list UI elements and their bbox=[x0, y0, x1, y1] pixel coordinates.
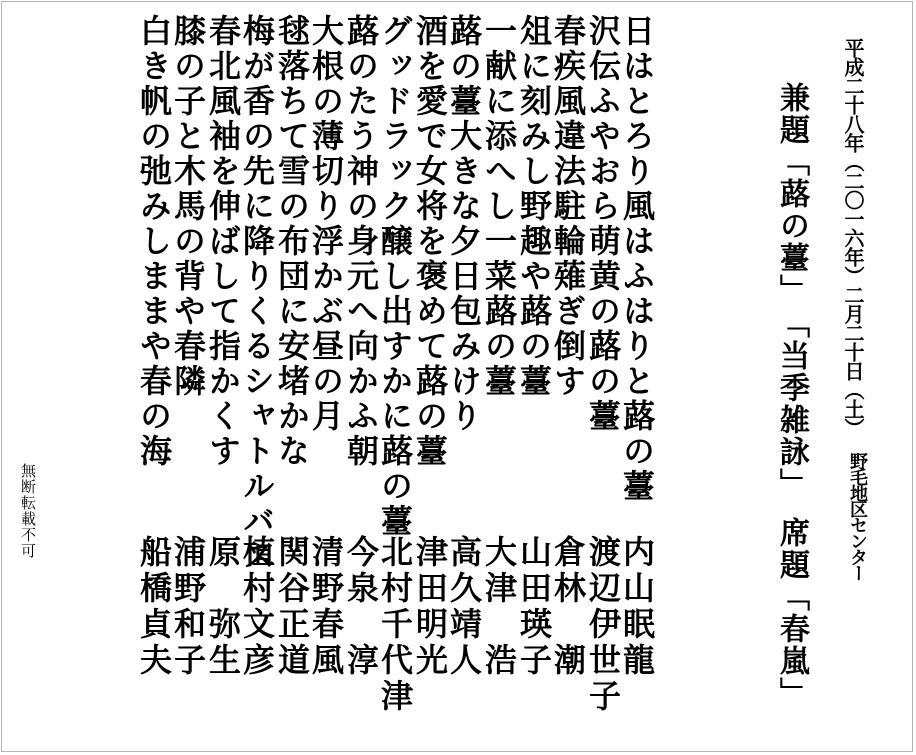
haiku-10: 大根の薄切り浮かぶ昼の月 bbox=[307, 14, 345, 434]
author-5: 大津 浩 bbox=[480, 535, 518, 679]
haiku-11: 毬落ちて雪の布団に安堵かな bbox=[273, 14, 311, 469]
author-4: 山田瑛子 bbox=[515, 535, 553, 679]
author-13: 原 弥生 bbox=[204, 535, 242, 679]
meeting-themes: 兼題「蕗の薹」 「当季雑詠」 席題「春嵐」 bbox=[774, 82, 809, 709]
author-14: 浦野和子 bbox=[169, 535, 207, 679]
author-1: 内山眠龍 bbox=[618, 535, 656, 679]
haiku-4: 俎に刻みし野趣や蕗の薹 bbox=[515, 14, 553, 399]
author-9: 今泉 淳 bbox=[342, 535, 380, 679]
haiku-13: 春北風袖を伸ばして指かくす bbox=[204, 14, 242, 469]
author-7: 津田明光 bbox=[411, 535, 449, 679]
author-2: 渡辺伊世子 bbox=[584, 535, 622, 715]
author-12: 植村文彦 bbox=[238, 535, 276, 679]
haiku-12: 梅が香の先に降りくるシャトルバス bbox=[238, 14, 276, 574]
author-10: 清野春風 bbox=[307, 535, 345, 679]
haiku-5: 一献に添へし一菜蕗の薹 bbox=[480, 14, 518, 399]
meeting-venue: 野毛地区センター bbox=[847, 452, 868, 580]
author-8: 北村千代津 bbox=[376, 535, 414, 715]
haiku-9: 蕗のたう神の身元へ向かふ朝 bbox=[342, 14, 380, 469]
haiku-2: 沢伝ふやおら萌黄の蕗の薹 bbox=[584, 14, 622, 434]
haiku-8: グッドラック醸し出すかに蕗の薹 bbox=[376, 14, 414, 539]
author-3: 倉林 潮 bbox=[549, 535, 587, 679]
haiku-6: 蕗の薹大きな夕日包みけり bbox=[445, 14, 483, 434]
author-11: 関谷正道 bbox=[273, 535, 311, 679]
haiku-15: 白き帆の弛みしままや春の海 bbox=[135, 14, 173, 469]
author-6: 高久靖人 bbox=[445, 535, 483, 679]
haiku-1: 日はとろり風はふはりと蕗の薹 bbox=[618, 14, 656, 504]
haiku-7: 酒を愛で女将を褒めて蕗の薹 bbox=[411, 14, 449, 469]
meeting-date: 平成二十八年（二〇一六年）二月二十日（土） bbox=[841, 38, 865, 437]
haiku-3: 春疾風違法駐輪薙ぎ倒す bbox=[549, 14, 587, 399]
author-15: 船橋貞夫 bbox=[135, 535, 173, 679]
haiku-14: 膝の子と木馬の背や春隣 bbox=[169, 14, 207, 399]
reproduction-notice: 無断転載不可 bbox=[19, 463, 37, 559]
